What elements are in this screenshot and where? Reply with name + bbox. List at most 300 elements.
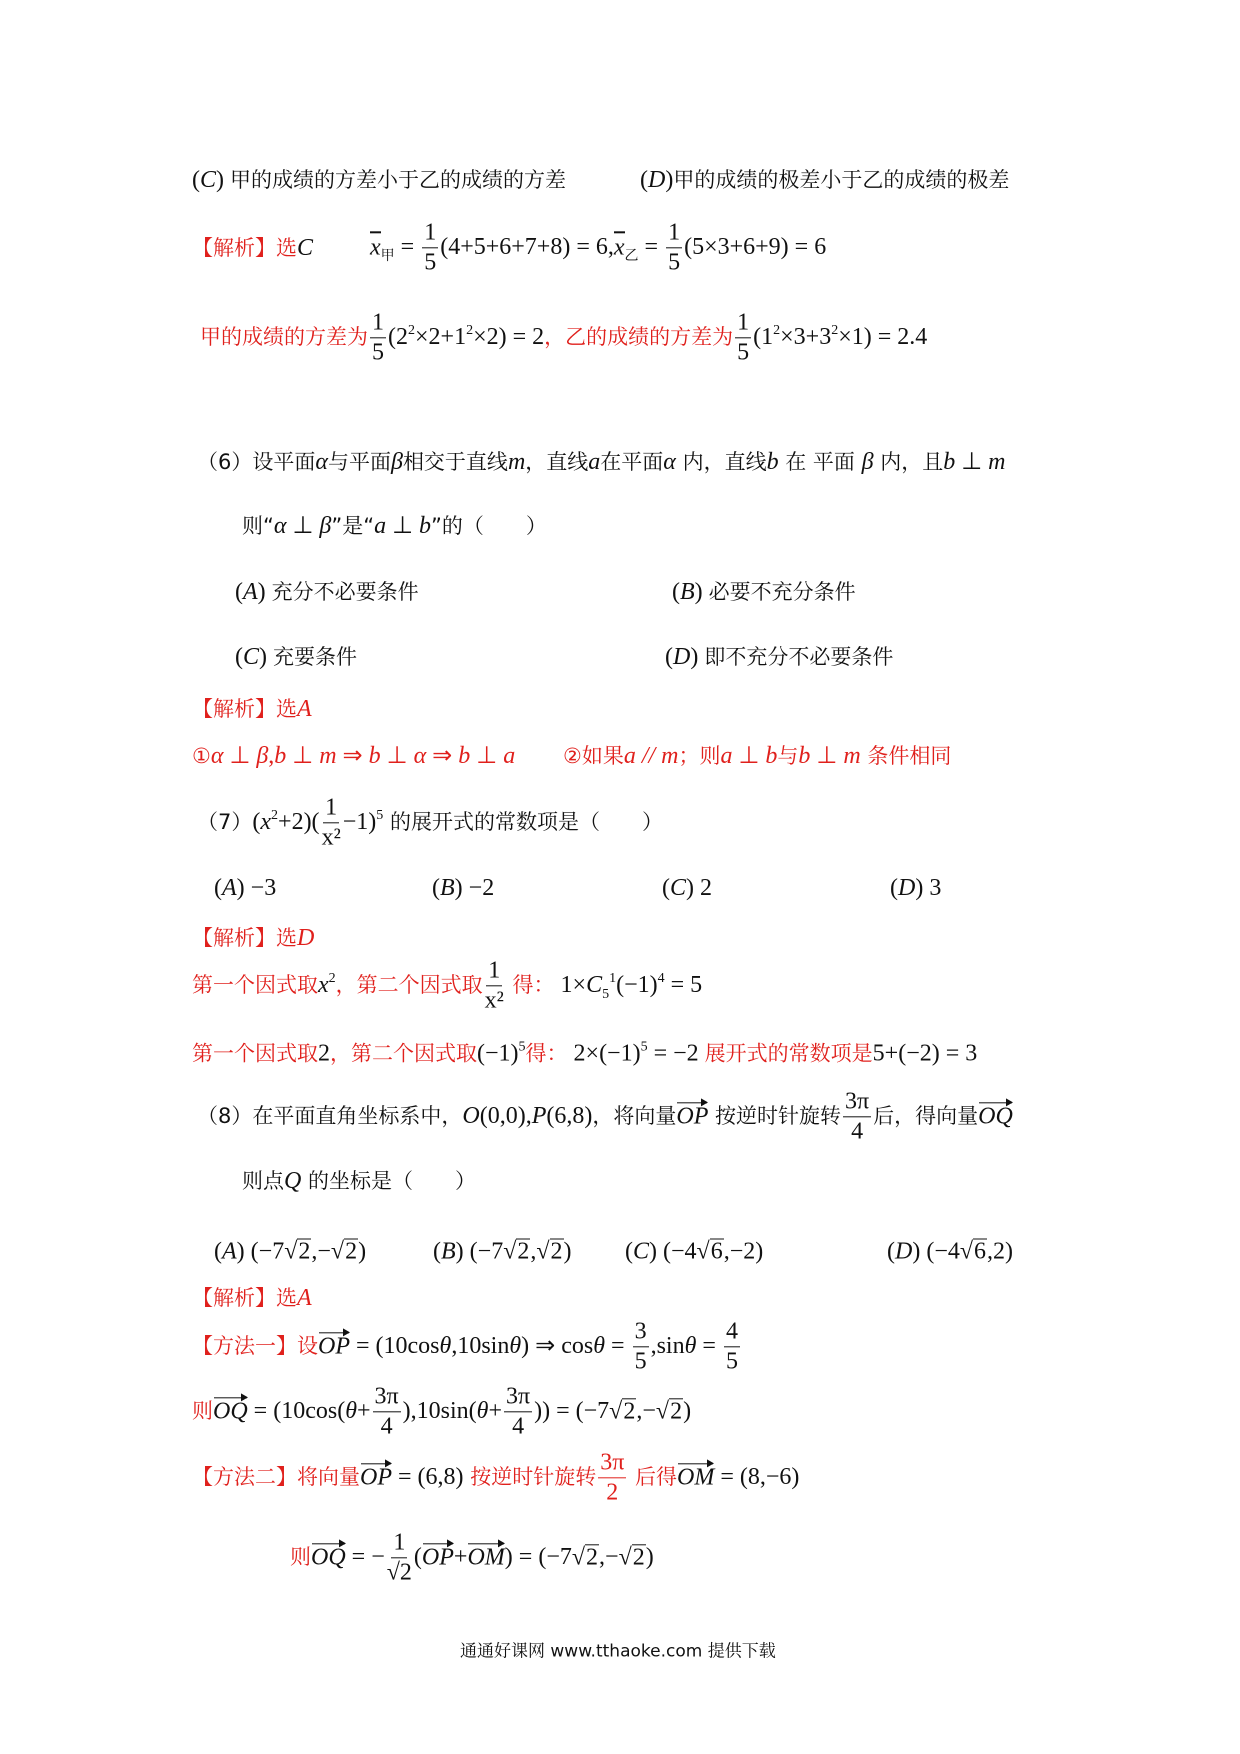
square-root xyxy=(536,1239,563,1265)
text: ) (−7 xyxy=(455,1238,504,1265)
text: = (10cos( xyxy=(247,1398,346,1424)
text: ) 2 xyxy=(686,875,713,901)
text: ,−2) xyxy=(723,1238,764,1265)
radicand: 6 xyxy=(974,1238,987,1265)
radicand: 2 xyxy=(298,1238,311,1265)
denominator: 5 xyxy=(372,339,384,366)
text: ) −2 xyxy=(454,875,495,901)
text: 5 xyxy=(376,808,384,823)
text: θ xyxy=(439,1333,452,1359)
text: 按逆时针旋转 xyxy=(708,1104,842,1128)
text: ) xyxy=(358,1238,367,1265)
option-c xyxy=(235,645,357,669)
text: b xyxy=(798,743,811,769)
radical-sign-icon: √ xyxy=(655,1398,670,1424)
text: = (8,−6) xyxy=(714,1464,800,1490)
denominator: 4 xyxy=(380,1413,393,1440)
text: ⊥ xyxy=(380,743,414,769)
text: ) (−7 xyxy=(236,1238,285,1265)
question-8-stem xyxy=(242,1169,476,1193)
radical-sign-icon: √ xyxy=(284,1238,298,1265)
numerator: 4 xyxy=(724,1319,740,1347)
text: = xyxy=(638,234,665,260)
text: C xyxy=(633,1238,650,1265)
square-root xyxy=(656,1398,683,1424)
fraction xyxy=(735,310,751,365)
question-6 xyxy=(197,450,1006,474)
question-8 xyxy=(197,1089,1013,1144)
text: ×2+1 xyxy=(415,324,467,350)
text: ②如果 xyxy=(563,744,624,768)
text: C xyxy=(670,875,687,901)
method-1-result xyxy=(192,1384,691,1439)
radical-sign-icon: √ xyxy=(609,1398,623,1424)
text: = 5 xyxy=(664,972,703,998)
vector: OQ xyxy=(213,1395,248,1423)
option-d xyxy=(640,168,1009,192)
text: ”是“ xyxy=(331,514,375,538)
footer-credit xyxy=(460,1641,776,1662)
text: ⊥ xyxy=(286,743,320,769)
text: 2×(−1) xyxy=(567,1040,641,1067)
text: B xyxy=(440,875,455,901)
radicand: 2 xyxy=(517,1238,530,1265)
text: ( xyxy=(890,875,898,901)
numerator: 1 xyxy=(666,220,682,248)
text: (−1) xyxy=(477,1040,519,1067)
option-d xyxy=(887,1239,1013,1264)
denominator: 4 xyxy=(851,1118,864,1145)
text: ( xyxy=(413,1544,422,1570)
text: ) ⇒ cos xyxy=(521,1333,594,1359)
solution-label xyxy=(192,697,312,721)
text: ,− xyxy=(636,1398,656,1424)
text: 5 xyxy=(602,987,610,1002)
text: + xyxy=(488,1398,502,1424)
text: 第一个因式取 xyxy=(192,1041,318,1066)
text: ( xyxy=(433,1238,441,1265)
text: B xyxy=(441,1238,456,1265)
numerator: 1 xyxy=(370,310,386,338)
reasoning-2 xyxy=(563,744,951,768)
square-root xyxy=(609,1398,636,1424)
square-root xyxy=(697,1239,724,1265)
solution-label xyxy=(192,1286,312,1310)
text: ) xyxy=(694,579,709,605)
radical-sign-icon: √ xyxy=(959,1238,974,1265)
text: 在 平面 xyxy=(778,450,862,474)
radical-sign-icon: √ xyxy=(330,1238,345,1265)
text: 第一个因式取 xyxy=(192,973,318,997)
option-a xyxy=(214,1239,366,1264)
text: 2 xyxy=(271,808,279,823)
text: ) xyxy=(257,579,272,605)
text: ⊥ xyxy=(810,743,844,769)
text: m xyxy=(843,743,861,769)
text: a // m xyxy=(623,743,679,769)
text: ( xyxy=(192,167,200,193)
text: 2 xyxy=(408,323,415,338)
text: ) xyxy=(645,1544,654,1570)
text: m xyxy=(319,743,337,769)
square-root xyxy=(572,1544,599,1570)
text: ① xyxy=(192,744,211,768)
text: A xyxy=(243,579,258,605)
text: 相交于直线 xyxy=(402,450,508,474)
vector: OQ xyxy=(311,1541,346,1569)
numerator: 3π xyxy=(843,1089,871,1117)
text: ,− xyxy=(311,1238,331,1265)
text: x xyxy=(318,972,329,998)
term-1-line xyxy=(192,958,702,1013)
text: 后得 xyxy=(628,1465,678,1489)
text: D xyxy=(648,167,666,193)
text: 5+(−2) = 3 xyxy=(872,1040,978,1067)
text: ( xyxy=(665,644,673,670)
denominator: 4 xyxy=(512,1413,525,1440)
text: 2 xyxy=(831,323,839,338)
text: α xyxy=(413,743,427,769)
text: a xyxy=(720,743,733,769)
text: ⇒ xyxy=(426,743,459,769)
radicand: 2 xyxy=(623,1398,636,1424)
text: 与平面 xyxy=(327,450,391,474)
text: a xyxy=(588,449,601,475)
fraction xyxy=(370,310,386,365)
reasoning-1 xyxy=(192,744,515,768)
option-c xyxy=(192,168,566,192)
text: = (10cos xyxy=(350,1333,440,1359)
denominator: √2 xyxy=(386,1559,412,1586)
text: ( xyxy=(672,579,680,605)
text: C xyxy=(297,235,314,261)
text: ) xyxy=(690,644,705,670)
text: 充分不必要条件 xyxy=(271,580,419,604)
option-b xyxy=(672,580,856,604)
text: 得： xyxy=(525,1041,568,1066)
text: ⊥ xyxy=(955,449,989,475)
text: 2 xyxy=(318,1040,330,1067)
radical-sign-icon: √ xyxy=(696,1238,710,1265)
fraction xyxy=(843,1089,871,1144)
square-root xyxy=(331,1239,358,1265)
text: β xyxy=(256,743,269,769)
text: 内，且 xyxy=(873,450,944,474)
text: (4+5+6+7+8) = 6, xyxy=(440,234,614,260)
text: 甲的成绩的方差小于乙的成绩的方差 xyxy=(230,168,567,192)
numerator: 1 xyxy=(735,310,751,338)
text: O xyxy=(462,1103,480,1129)
text: ,− xyxy=(599,1544,619,1570)
text: ( xyxy=(214,875,222,901)
text: P xyxy=(531,1103,547,1129)
text: 乙 xyxy=(624,249,639,264)
method-1 xyxy=(192,1319,742,1374)
text: 2 xyxy=(773,323,781,338)
text: A xyxy=(297,1285,312,1311)
square-root xyxy=(619,1544,646,1570)
denominator: x² xyxy=(321,824,341,851)
text: ( xyxy=(235,579,243,605)
square-root xyxy=(503,1239,530,1265)
text: ( xyxy=(625,1238,633,1265)
text: ,10sin xyxy=(451,1333,510,1359)
text: ⇒ xyxy=(336,743,369,769)
text: −1) xyxy=(342,809,377,835)
text: β xyxy=(319,513,332,539)
vector: OP xyxy=(422,1541,454,1569)
text: ⊥ xyxy=(223,743,257,769)
text: ⊥ xyxy=(470,743,504,769)
text: a xyxy=(503,743,516,769)
radicand: 2 xyxy=(670,1398,683,1424)
text: ) xyxy=(665,167,674,193)
text: （7） xyxy=(197,810,253,834)
option-a xyxy=(235,580,419,604)
text: b xyxy=(368,743,381,769)
text: θ xyxy=(509,1333,522,1359)
text: 1 xyxy=(609,971,617,986)
mean-formula xyxy=(370,220,826,275)
vector: OP xyxy=(360,1461,392,1489)
numerator: 1 xyxy=(486,958,502,986)
text: 甲 xyxy=(380,249,395,264)
square-root xyxy=(960,1239,987,1265)
text: , xyxy=(530,1238,537,1265)
text: (0,0), xyxy=(479,1103,532,1129)
text: ) xyxy=(259,644,274,670)
text: ”的（ ） xyxy=(431,514,547,538)
text: = (6,8) xyxy=(392,1464,464,1490)
text: 5 xyxy=(518,1039,526,1055)
question-6-stem xyxy=(242,514,547,538)
radical-sign-icon: √ xyxy=(571,1544,586,1570)
mean-symbol: x xyxy=(613,234,625,260)
text: ( xyxy=(662,875,670,901)
text: (−1) xyxy=(616,972,658,998)
text: C xyxy=(200,167,217,193)
text: ) xyxy=(683,1398,692,1424)
text: b xyxy=(458,743,471,769)
text: (6,8) xyxy=(546,1103,593,1129)
radical-sign-icon: √ xyxy=(503,1238,517,1265)
fraction xyxy=(724,1319,740,1374)
text: （8）在平面直角坐标系中， xyxy=(197,1104,463,1128)
text: 5 xyxy=(640,1039,648,1055)
denominator: 5 xyxy=(737,339,750,366)
denominator: 5 xyxy=(634,1348,647,1375)
denominator: x² xyxy=(484,987,504,1014)
fraction xyxy=(504,1384,532,1439)
text: （6）设平面 xyxy=(197,450,316,474)
text: 【解析】选 xyxy=(192,236,297,260)
fraction xyxy=(598,1450,626,1505)
text: ( xyxy=(235,644,243,670)
numerator: 1 xyxy=(323,795,339,823)
vector: OP xyxy=(676,1100,708,1128)
text: B xyxy=(680,579,695,605)
text: 则“ xyxy=(242,514,274,538)
fraction xyxy=(387,1530,412,1585)
text: ( xyxy=(214,1238,222,1265)
denominator: 2 xyxy=(606,1479,619,1506)
text: β xyxy=(861,449,874,475)
text: C xyxy=(243,644,260,670)
text: ⊥ xyxy=(286,513,320,539)
text: α xyxy=(273,513,287,539)
text: ，第二个因式取 xyxy=(330,1041,477,1066)
text: = − xyxy=(345,1544,385,1570)
text: θ xyxy=(593,1333,606,1359)
option-d xyxy=(665,645,893,669)
text: D xyxy=(297,925,315,951)
numerator: 1 xyxy=(422,220,438,248)
text: D xyxy=(673,644,691,670)
text: = xyxy=(605,1333,631,1359)
text: 必要不充分条件 xyxy=(708,580,856,604)
option-c xyxy=(625,1239,763,1264)
text: 2 xyxy=(466,323,474,338)
radicand: 6 xyxy=(710,1238,723,1265)
text: , xyxy=(268,743,275,769)
text: 与 xyxy=(777,744,799,768)
text: Q xyxy=(284,1168,302,1194)
text: 后，得向量 xyxy=(873,1104,979,1128)
text: 4 xyxy=(657,971,665,986)
text: x xyxy=(260,809,272,835)
solution-label xyxy=(192,926,314,950)
text: 则点 xyxy=(242,1169,284,1193)
text: 甲的成绩的方差为 xyxy=(200,325,368,349)
text: ( xyxy=(640,167,648,193)
radical-sign-icon: √ xyxy=(536,1238,550,1265)
numerator: 3 xyxy=(633,1319,649,1347)
radicand: 2 xyxy=(586,1544,599,1570)
vector: OM xyxy=(467,1541,504,1569)
variance-line xyxy=(200,310,927,365)
denominator: 5 xyxy=(424,249,437,276)
denominator: 5 xyxy=(668,249,681,276)
square-root xyxy=(284,1239,311,1265)
text: ) xyxy=(563,1238,572,1265)
numerator: 1 xyxy=(391,1530,407,1558)
text: (1 xyxy=(753,324,774,350)
text: ，第二个因式取 xyxy=(335,973,483,997)
text: θ xyxy=(476,1398,489,1424)
text: ，将向量 xyxy=(592,1104,677,1128)
radicand: 2 xyxy=(550,1238,563,1265)
fraction xyxy=(666,220,682,275)
text: b xyxy=(943,449,956,475)
numerator: 3π xyxy=(504,1384,532,1412)
text: b xyxy=(766,449,779,475)
text: ( xyxy=(887,1238,895,1265)
text: α xyxy=(210,743,224,769)
text: D xyxy=(895,1238,913,1265)
text: 1× xyxy=(554,972,587,998)
text: ) 3 xyxy=(915,875,942,901)
vector: OP xyxy=(318,1330,350,1358)
option-b xyxy=(432,876,494,900)
text: 的展开式的常数项是（ ） xyxy=(383,810,663,834)
denominator: 5 xyxy=(725,1348,738,1375)
text: m xyxy=(507,449,526,475)
text: 则 xyxy=(290,1545,311,1569)
text: A xyxy=(222,1238,237,1265)
radicand: 2 xyxy=(345,1238,358,1265)
numerator: 3π xyxy=(373,1384,401,1412)
text: 按逆时针旋转 xyxy=(463,1465,597,1489)
text: = xyxy=(696,1333,722,1359)
fraction xyxy=(322,795,341,850)
numerator: 3π xyxy=(598,1450,626,1478)
solution-label xyxy=(192,236,313,260)
text: 【解析】选 xyxy=(192,697,297,721)
text: ( xyxy=(252,809,261,835)
text: ) (−4 xyxy=(649,1238,697,1265)
text: 通通好课网 www.tthaoke.com 提供下载 xyxy=(460,1641,776,1662)
term-2-line xyxy=(192,1041,977,1066)
text: ,2) xyxy=(987,1238,1014,1265)
text: ；则 xyxy=(678,744,721,768)
method-2 xyxy=(192,1450,799,1505)
vector: OQ xyxy=(978,1100,1013,1128)
text: ) (−4 xyxy=(912,1238,960,1265)
text: A xyxy=(297,696,312,722)
text: C xyxy=(586,972,603,998)
text: 条件相同 xyxy=(860,744,952,768)
text: m xyxy=(988,449,1006,475)
text: ×3+3 xyxy=(780,324,832,350)
text: α xyxy=(663,449,676,475)
text: 的坐标是（ ） xyxy=(301,1169,477,1193)
text: 【解析】选 xyxy=(192,1286,297,1310)
text: )) = (−7 xyxy=(534,1398,610,1424)
text: ×1) = 2.4 xyxy=(838,324,928,350)
text: A xyxy=(222,875,237,901)
text: θ xyxy=(684,1333,697,1359)
option-d xyxy=(890,876,941,900)
text: θ xyxy=(345,1398,357,1424)
text: ) xyxy=(216,167,231,193)
text: ⊥ xyxy=(732,743,766,769)
text: (2 xyxy=(388,324,408,350)
question-7 xyxy=(197,795,663,850)
method-2-result xyxy=(290,1530,654,1585)
text: ×2) = 2 xyxy=(473,324,545,350)
text: 甲的成绩的极差小于乙的成绩的极差 xyxy=(673,168,1010,192)
text: = xyxy=(394,234,421,260)
text: = −2 xyxy=(647,1040,705,1067)
text: b xyxy=(765,743,778,769)
text: b xyxy=(274,743,287,769)
text: α xyxy=(315,449,328,475)
text: b xyxy=(419,513,432,539)
text: 内，直线 xyxy=(675,450,767,474)
text: (5×3+6+9) = 6 xyxy=(684,234,827,260)
option-a xyxy=(214,876,276,900)
text: 在平面 xyxy=(600,450,664,474)
text: ) −3 xyxy=(236,875,277,901)
text: 则 xyxy=(192,1399,213,1423)
text: ，直线 xyxy=(525,450,589,474)
text: 【解析】选 xyxy=(192,926,297,950)
text: 展开式的常数项是 xyxy=(704,1041,873,1066)
text: 得： xyxy=(505,973,555,997)
text: ⊥ xyxy=(386,513,420,539)
text: ,sin xyxy=(650,1333,685,1359)
radical-sign-icon: √ xyxy=(618,1544,632,1570)
